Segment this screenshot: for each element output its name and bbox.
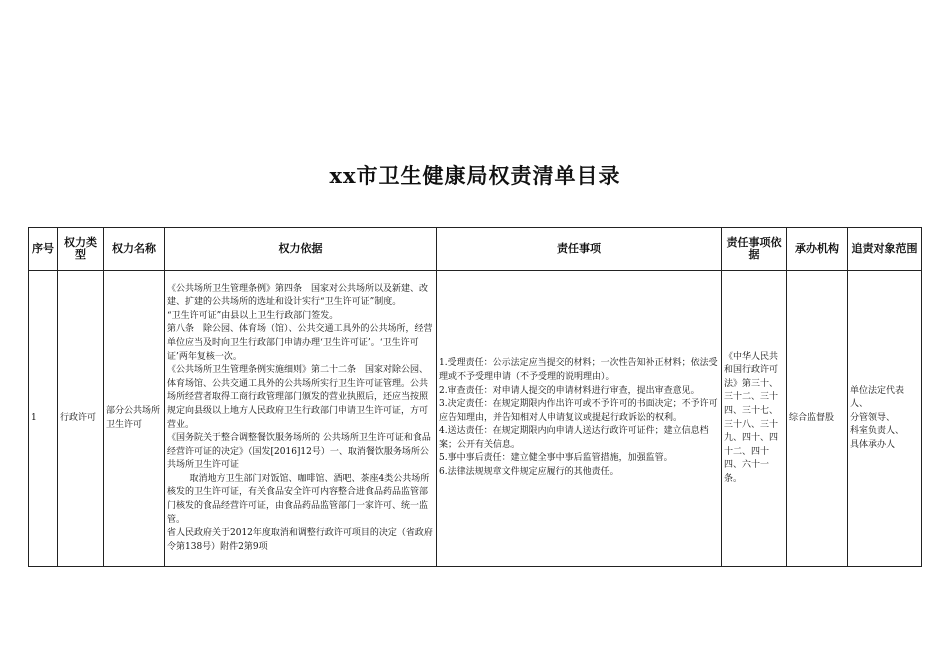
basis-paragraph: 《公共场所卫生管理条例实施细则》第二十二条 国家对除公园、体育场馆、公共交通工具外的公共场所实行卫生许可证管理。公共场所经营者取得工商行政管理部门颁发的营业执照后，还应当按照规定向县级以上地方人民政府卫生行政部门申请卫生许可证，方可营业。: [167, 365, 429, 430]
cell-power-name: 部分公共场所卫生许可: [104, 271, 165, 567]
cell-power-basis: [165, 271, 437, 567]
basis-paragraph: 省人民政府关于2012年度取消和调整行政许可项目的决定（省政府令第138号）附件2第9项: [167, 528, 433, 552]
basis-paragraph: 《国务院关于整合调整餐饮服务场所的 公共场所卫生许可证和食品经营许可证的决定》（国发[2016]12号）一、取消餐饮服务场所公共场所卫生许可证: [167, 433, 431, 471]
table-row: [29, 271, 922, 567]
header-power-name: 权力名称: [104, 228, 165, 271]
cell-agency: 综合监督股: [787, 271, 848, 567]
basis-paragraph: 《公共场所卫生管理条例》第四条 国家对公共场所以及新建、改建、扩建的公共场所的选址和设计实行“卫生许可证”制度。: [167, 283, 429, 308]
accountability-item: 单位法定代表人、: [850, 385, 905, 410]
cell-duties: [437, 271, 722, 567]
header-duty-basis: 责任事项依据: [722, 228, 787, 271]
duty-item: 1.受理责任：公示法定应当提交的材料；一次性告知补正材料；依法受理或不予受理申请（不予受理的说明理由）。: [439, 358, 718, 382]
page-title: xx市卫生健康局权责清单目录: [329, 163, 621, 188]
cell-duty-basis: 《中华人民共和国行政许可法》第三十、三十二、三十四、三十七、三十八、三十九、四十、四十二、四十四、六十一条。: [722, 271, 787, 567]
duty-item: 2.审查责任：对申请人提交的申请材料进行审查，提出审查意见。: [439, 385, 700, 396]
basis-paragraph: 第八条 除公园、体育场（馆）、公共交通工具外的公共场所，经营单位应当及时向卫生行政部门申请办理‘卫生许可证’。‘卫生许可证’两年复核一次。: [167, 324, 433, 362]
cell-accountability: [848, 271, 922, 567]
table-header-row: [29, 228, 922, 271]
basis-paragraph: 取消地方卫生部门对饭馆、咖啡馆、酒吧、茶座4类公共场所核发的卫生许可证，有关食品安全许可内容整合进食品药品监管部门核发的食品经营许可证，由食品药品监管部门一家许可、统一监管。: [167, 473, 430, 525]
basis-paragraph: “卫生许可证”由县以上卫生行政部门签发。: [167, 310, 339, 321]
cell-index: 1: [29, 271, 58, 567]
duty-item: 6.法律法规规章文件规定应履行的其他责任。: [439, 467, 619, 478]
duty-item: 3.决定责任：在规定期限内作出许可或不予许可的书面决定；不予许可应告知理由，并告知相对人申请复议或提起行政诉讼的权利。: [439, 399, 718, 423]
header-index: 序号: [29, 228, 58, 271]
header-accountability: 追责对象范围: [848, 228, 922, 271]
accountability-item: 科室负责人、: [850, 426, 905, 437]
header-duties: 责任事项: [437, 228, 722, 271]
accountability-item: 具体承办人: [850, 439, 896, 450]
duty-item: 4.送达责任：在规定期限内向申请人送达行政许可证件；建立信息档案；公开有关信息。: [439, 426, 709, 450]
duty-item: 5.事中事后责任：建立健全事中事后监管措施，加强监管。: [439, 453, 673, 464]
accountability-item: 分管领导、: [850, 412, 896, 423]
header-power-type: 权力类型: [58, 228, 104, 271]
cell-power-type: 行政许可: [58, 271, 104, 567]
header-power-basis: 权力依据: [165, 228, 437, 271]
header-agency: 承办机构: [787, 228, 848, 271]
power-list-table: [28, 227, 922, 567]
